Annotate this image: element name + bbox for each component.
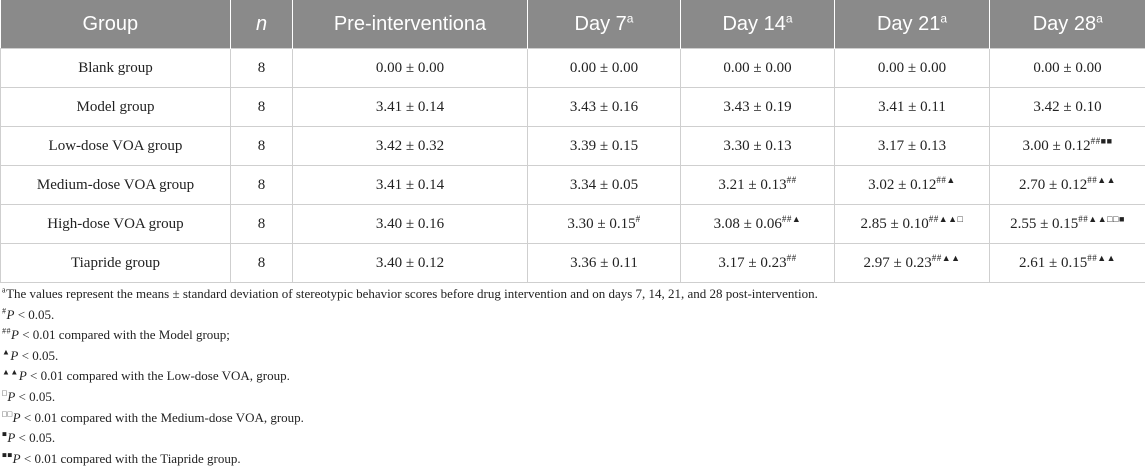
cell-group: Blank group xyxy=(1,49,231,88)
cell-day7 xyxy=(528,244,681,283)
footnote-text: < 0.05. xyxy=(15,430,56,446)
cell-day28 xyxy=(990,244,1145,283)
header-day21 xyxy=(835,0,990,49)
footnote-text: < 0.01 compared with the Low-dose VOA, group. xyxy=(26,368,290,384)
table-row xyxy=(1,49,1145,88)
footnote xyxy=(2,346,1142,367)
cell-pre: 3.40 ± 0.12 xyxy=(293,244,528,283)
cell-value: 3.30 ± 0.15 xyxy=(567,215,636,232)
header-day14 xyxy=(681,0,835,49)
header-day21-superscript: a xyxy=(940,10,948,25)
footnote-italic: P xyxy=(6,306,15,322)
cell-day21 xyxy=(835,88,990,127)
significance-marker: ##▲▲□□■ xyxy=(1078,213,1125,224)
footnote-marker: ▲▲ xyxy=(2,368,19,378)
cell-day21 xyxy=(835,244,990,283)
header-pre xyxy=(293,0,528,49)
table-row xyxy=(1,244,1145,283)
cell-day14 xyxy=(681,88,835,127)
footnote-marker: ▲ xyxy=(2,347,11,357)
cell-value: 3.43 ± 0.19 xyxy=(723,98,792,115)
footnote xyxy=(2,428,1142,449)
cell-pre: 3.42 ± 0.32 xyxy=(293,127,528,166)
header-day7-superscript: a xyxy=(626,10,634,25)
header-n-label: n xyxy=(255,12,268,35)
cell-value: 3.30 ± 0.13 xyxy=(723,137,792,154)
cell-value: 3.08 ± 0.06 xyxy=(713,215,782,232)
cell-value: 2.61 ± 0.15 xyxy=(1018,254,1088,271)
footnotes xyxy=(2,284,1142,469)
cell-day21 xyxy=(835,127,990,166)
footnote xyxy=(2,284,1142,305)
cell-day7 xyxy=(528,166,681,205)
header-group xyxy=(1,0,231,49)
header-day28-label: Day 28 xyxy=(1032,12,1097,35)
cell-day28 xyxy=(990,127,1145,166)
significance-marker: ## xyxy=(786,174,797,185)
cell-value: 0.00 ± 0.00 xyxy=(877,59,947,76)
cell-pre: 3.40 ± 0.16 xyxy=(293,205,528,244)
significance-marker: ##▲▲□ xyxy=(928,213,964,224)
footnote xyxy=(2,305,1142,326)
header-day28 xyxy=(990,0,1145,49)
significance-marker: ##▲ xyxy=(936,174,956,185)
significance-marker: ## xyxy=(786,252,797,263)
cell-n: 8 xyxy=(231,88,293,127)
cell-group: Model group xyxy=(1,88,231,127)
footnote-text: The values represent the means ± standard deviation of stereotypic behavior scores before drug intervention and on days 7, 14, 21, and 28 post-intervention. xyxy=(6,286,818,301)
cell-day28 xyxy=(990,88,1145,127)
footnote-marker: □□ xyxy=(2,409,13,419)
cell-group: Medium-dose VOA group xyxy=(1,166,231,205)
cell-n: 8 xyxy=(231,127,293,166)
footnote-text: < 0.05. xyxy=(18,347,59,363)
header-pre-label: Pre-interventiona xyxy=(333,12,487,35)
cell-day21 xyxy=(835,49,990,88)
cell-pre: 0.00 ± 0.00 xyxy=(293,49,528,88)
footnote-marker: ■■ xyxy=(2,450,13,460)
cell-day7 xyxy=(528,205,681,244)
cell-day21 xyxy=(835,205,990,244)
cell-group: Tiapride group xyxy=(1,244,231,283)
cell-day14 xyxy=(681,166,835,205)
header-day7 xyxy=(528,0,681,49)
header-day14-label: Day 14 xyxy=(722,12,786,35)
table-row xyxy=(1,88,1145,127)
footnote-text: < 0.05. xyxy=(15,388,56,404)
header-day28-superscript: a xyxy=(1096,10,1103,25)
cell-value: 3.17 ± 0.13 xyxy=(877,137,947,154)
header-group-label: Group xyxy=(82,12,139,35)
cell-n: 8 xyxy=(231,205,293,244)
footnote-text: < 0.01 compared with the Model group; xyxy=(18,327,230,343)
cell-day21 xyxy=(835,166,990,205)
significance-marker: ##▲▲ xyxy=(931,252,961,263)
cell-value: 0.00 ± 0.00 xyxy=(569,59,639,76)
table-row xyxy=(1,166,1145,205)
cell-value: 3.17 ± 0.23 xyxy=(718,254,787,271)
cell-day7 xyxy=(528,127,681,166)
cell-day14 xyxy=(681,244,835,283)
cell-value: 0.00 ± 0.00 xyxy=(1033,59,1102,76)
cell-n: 8 xyxy=(231,244,293,283)
cell-value: 3.42 ± 0.10 xyxy=(1033,98,1102,115)
significance-marker: # xyxy=(635,213,641,224)
cell-n: 8 xyxy=(231,166,293,205)
cell-group: Low-dose VOA group xyxy=(1,127,231,166)
cell-n: 8 xyxy=(231,49,293,88)
footnote-italic: P xyxy=(12,409,21,425)
header-day14-superscript: a xyxy=(785,10,793,25)
cell-day28 xyxy=(990,166,1145,205)
cell-pre: 3.41 ± 0.14 xyxy=(293,88,528,127)
header-day7-label: Day 7 xyxy=(574,12,627,35)
cell-day7 xyxy=(528,49,681,88)
cell-value: 3.02 ± 0.12 xyxy=(868,176,937,193)
footnote-text: < 0.01 compared with the Tiapride group. xyxy=(20,450,241,466)
significance-marker: ##▲ xyxy=(781,213,802,224)
footnote-marker: ■ xyxy=(2,429,8,439)
table-row xyxy=(1,205,1145,244)
footnote-italic: P xyxy=(11,327,19,343)
table-row xyxy=(1,127,1145,166)
cell-group: High-dose VOA group xyxy=(1,205,231,244)
cell-value: 0.00 ± 0.00 xyxy=(723,59,792,76)
footnote xyxy=(2,449,1142,469)
cell-value: 3.21 ± 0.13 xyxy=(718,176,787,193)
cell-value: 2.55 ± 0.15 xyxy=(1010,215,1079,232)
footnote-marker: ## xyxy=(2,326,11,336)
cell-day14 xyxy=(681,49,835,88)
cell-day14 xyxy=(681,205,835,244)
footnote-italic: P xyxy=(7,430,16,446)
footnote-marker: # xyxy=(2,306,7,316)
cell-value: 3.34 ± 0.05 xyxy=(569,176,639,193)
footnote-italic: P xyxy=(18,368,27,384)
cell-value: 3.36 ± 0.11 xyxy=(570,254,638,271)
footnote-italic: P xyxy=(10,347,19,363)
significance-marker: ##▲▲ xyxy=(1087,174,1117,185)
header-row xyxy=(1,0,1145,49)
significance-marker: ##▲▲ xyxy=(1087,252,1117,263)
cell-value: 3.00 ± 0.12 xyxy=(1022,137,1091,154)
footnote xyxy=(2,325,1142,346)
footnote xyxy=(2,387,1142,408)
cell-day7 xyxy=(528,88,681,127)
cell-value: 2.97 ± 0.23 xyxy=(863,254,932,271)
footnote-text: < 0.01 compared with the Medium-dose VOA, group. xyxy=(20,409,304,425)
footnote-text: < 0.05. xyxy=(14,306,55,322)
cell-value: 2.70 ± 0.12 xyxy=(1018,176,1088,193)
cell-value: 3.43 ± 0.16 xyxy=(569,98,639,115)
header-day21-label: Day 21 xyxy=(876,12,941,35)
significance-marker: ##■■ xyxy=(1090,135,1113,146)
footnote xyxy=(2,366,1142,387)
header-n xyxy=(231,0,293,49)
footnote-italic: P xyxy=(12,450,21,466)
footnote xyxy=(2,408,1142,429)
cell-value: 3.39 ± 0.15 xyxy=(569,137,639,154)
cell-day14 xyxy=(681,127,835,166)
footnote-italic: P xyxy=(7,388,16,404)
cell-day28 xyxy=(990,49,1145,88)
cell-day28 xyxy=(990,205,1145,244)
cell-pre: 3.41 ± 0.14 xyxy=(293,166,528,205)
cell-value: 2.85 ± 0.10 xyxy=(860,215,929,232)
footnote-marker: a xyxy=(2,285,7,295)
footnote-marker: □ xyxy=(2,388,8,398)
cell-value: 3.41 ± 0.11 xyxy=(878,98,946,115)
